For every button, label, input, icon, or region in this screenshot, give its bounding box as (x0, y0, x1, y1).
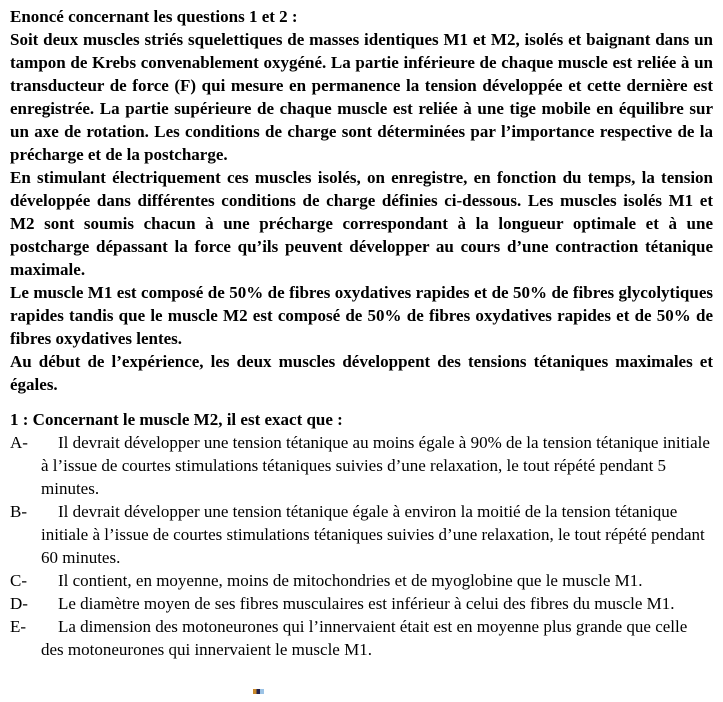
option-c (10, 569, 713, 592)
intro-paragraph-setup: Soit deux muscles striés squelettiques de masses identiques M1 et M2, isolés et baignant dans un tampon de Krebs convenablement oxygéné. La partie inférieure de chaque muscle est reliée à un transducteur de force (F) qui mesure en permanence la tension développée et cette dernière est enregistrée. La partie supérieure de chaque muscle est reliée à une tige mobile en équilibre sur un axe de rotation. Les conditions de charge sont déterminées par l’importance respective de la précharge et de la postcharge. (10, 30, 713, 164)
clipped-image-fragment (253, 689, 264, 694)
option-e-letter: E- (10, 617, 27, 636)
options-list (10, 431, 713, 661)
intro-paragraph-initial-conditions: Au début de l’expérience, les deux muscles développent des tensions tétaniques maximales et égales. (10, 352, 713, 394)
option-d-text: Le diamètre moyen de ses fibres musculaires est inférieur à celui des fibres du muscle M1. (58, 594, 675, 613)
intro-paragraph-protocol: En stimulant électriquement ces muscles isolés, on enregistre, en fonction du temps, la tension développée dans différentes conditions de charge définies ci-dessous. Les muscles isolés M1 et M2 sont soumis chacun à une précharge correspondant à la longueur optimale et à une postcharge dépassant la force qu’ils peuvent développer au cours d’une contraction tétanique maximale. (10, 168, 713, 279)
question-section (10, 408, 713, 661)
option-a (10, 431, 713, 500)
option-c-text: Il contient, en moyenne, moins de mitochondries et de myoglobine que le muscle M1. (58, 571, 643, 590)
intro-heading: Enoncé concernant les questions 1 et 2 : (10, 7, 298, 26)
option-a-letter: A- (10, 433, 28, 452)
option-e (10, 615, 713, 661)
option-b-text: Il devrait développer une tension tétanique égale à environ la moitié de la tension tétanique initiale à l’issue de courtes stimulations tétaniques suivies d’une relaxation, le tout répété pendant 60 minutes. (41, 502, 705, 567)
question-title: 1 : Concernant le muscle M2, il est exact que : (10, 410, 343, 429)
option-a-text: Il devrait développer une tension tétanique au moins égale à 90% de la tension tétanique initiale à l’issue de courtes stimulations tétaniques suivies d’une relaxation, le tout répété pendant 5 minutes. (41, 433, 710, 498)
option-b (10, 500, 713, 569)
option-d-letter: D- (10, 594, 28, 613)
option-e-text: La dimension des motoneurones qui l’innervaient était est en moyenne plus grande que celle des motoneurones qui innervaient le muscle M1. (41, 617, 688, 659)
intro-paragraph-fiber-composition: Le muscle M1 est composé de 50% de fibres oxydatives rapides et de 50% de fibres glycolytiques rapides tandis que le muscle M2 est composé de 50% de fibres oxydatives rapides et de 50% de fibres oxydatives lentes. (10, 283, 713, 348)
intro-section (10, 5, 713, 396)
option-c-letter: C- (10, 571, 27, 590)
option-d (10, 592, 713, 615)
option-b-letter: B- (10, 502, 27, 521)
